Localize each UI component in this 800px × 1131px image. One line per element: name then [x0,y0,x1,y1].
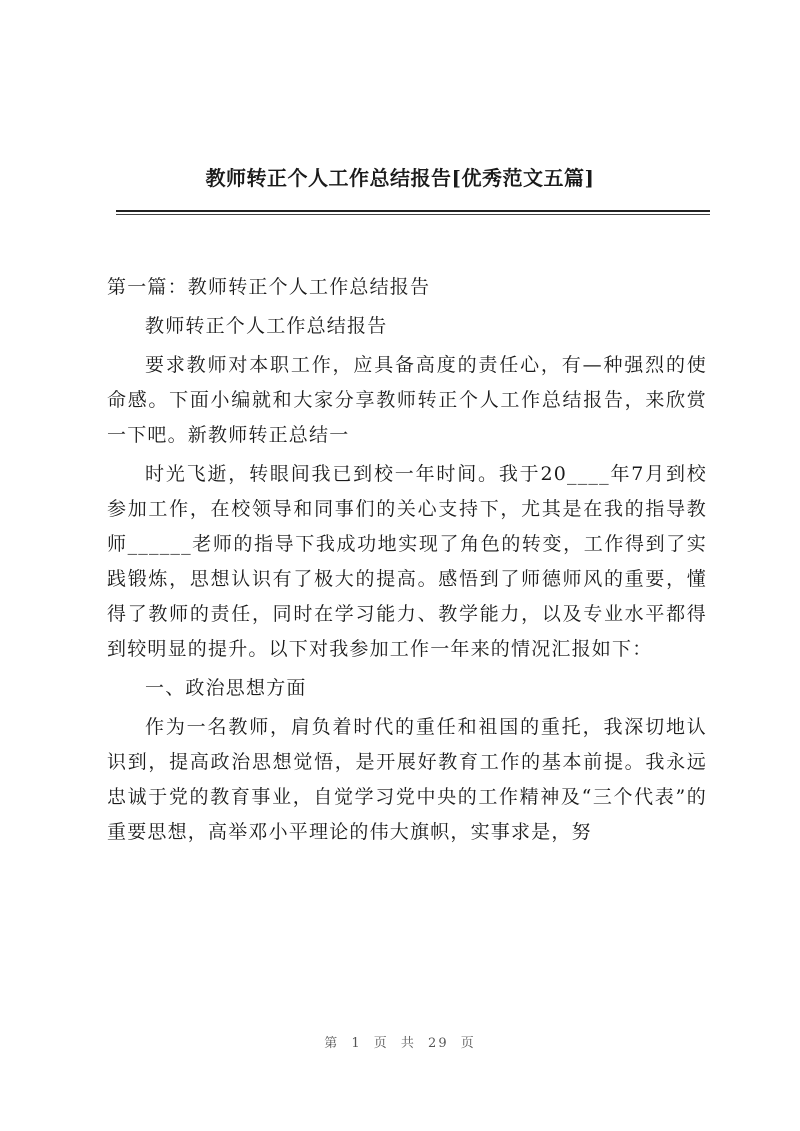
document-body [107,270,707,854]
paragraph-politics: 作为一名教师，肩负着时代的重任和祖国的重托，我深切地认识到，提高政治思想觉悟，是开展好教育工作的基本前提。我永远忠诚于党的教育事业，自觉学习党中央的工作精神及“三个代表”的重要思想，高举邓小平理论的伟大旗帜，实事求是，努 [107,716,707,843]
paragraph-summary: 时光飞逝，转眼间我已到校一年时间。我于20____年7月到校参加工作，在校领导和同事们的关心支持下，尤其是在我的指导教师______老师的指导下我成功地实现了角色的转变，工作得到了实践锻炼，思想认识有了极大的提高。感悟到了师德师风的重要，懂得了教师的责任，同时在学习能力、教学能力，以及专业水平都得到较明显的提升。以下对我参加工作一年来的情况汇报如下： [107,463,707,660]
paragraph-intro: 要求教师对本职工作，应具备高度的责任心，有—种强烈的使命感。下面小编就和大家分享教师转正个人工作总结报告，来欣赏一下吧。新教师转正总结一 [107,354,707,446]
page-footer: 第 1 页 共 29 页 [324,1036,476,1051]
title-divider-thin [116,214,710,215]
subheading: 教师转正个人工作总结报告 [145,315,388,337]
section-heading: 第一篇：教师转正个人工作总结报告 [107,276,431,298]
document-title: 教师转正个人工作总结报告[优秀范文五篇] [205,166,595,190]
title-divider-thick [116,210,710,212]
section-subheading-politics: 一、政治思想方面 [145,677,307,699]
